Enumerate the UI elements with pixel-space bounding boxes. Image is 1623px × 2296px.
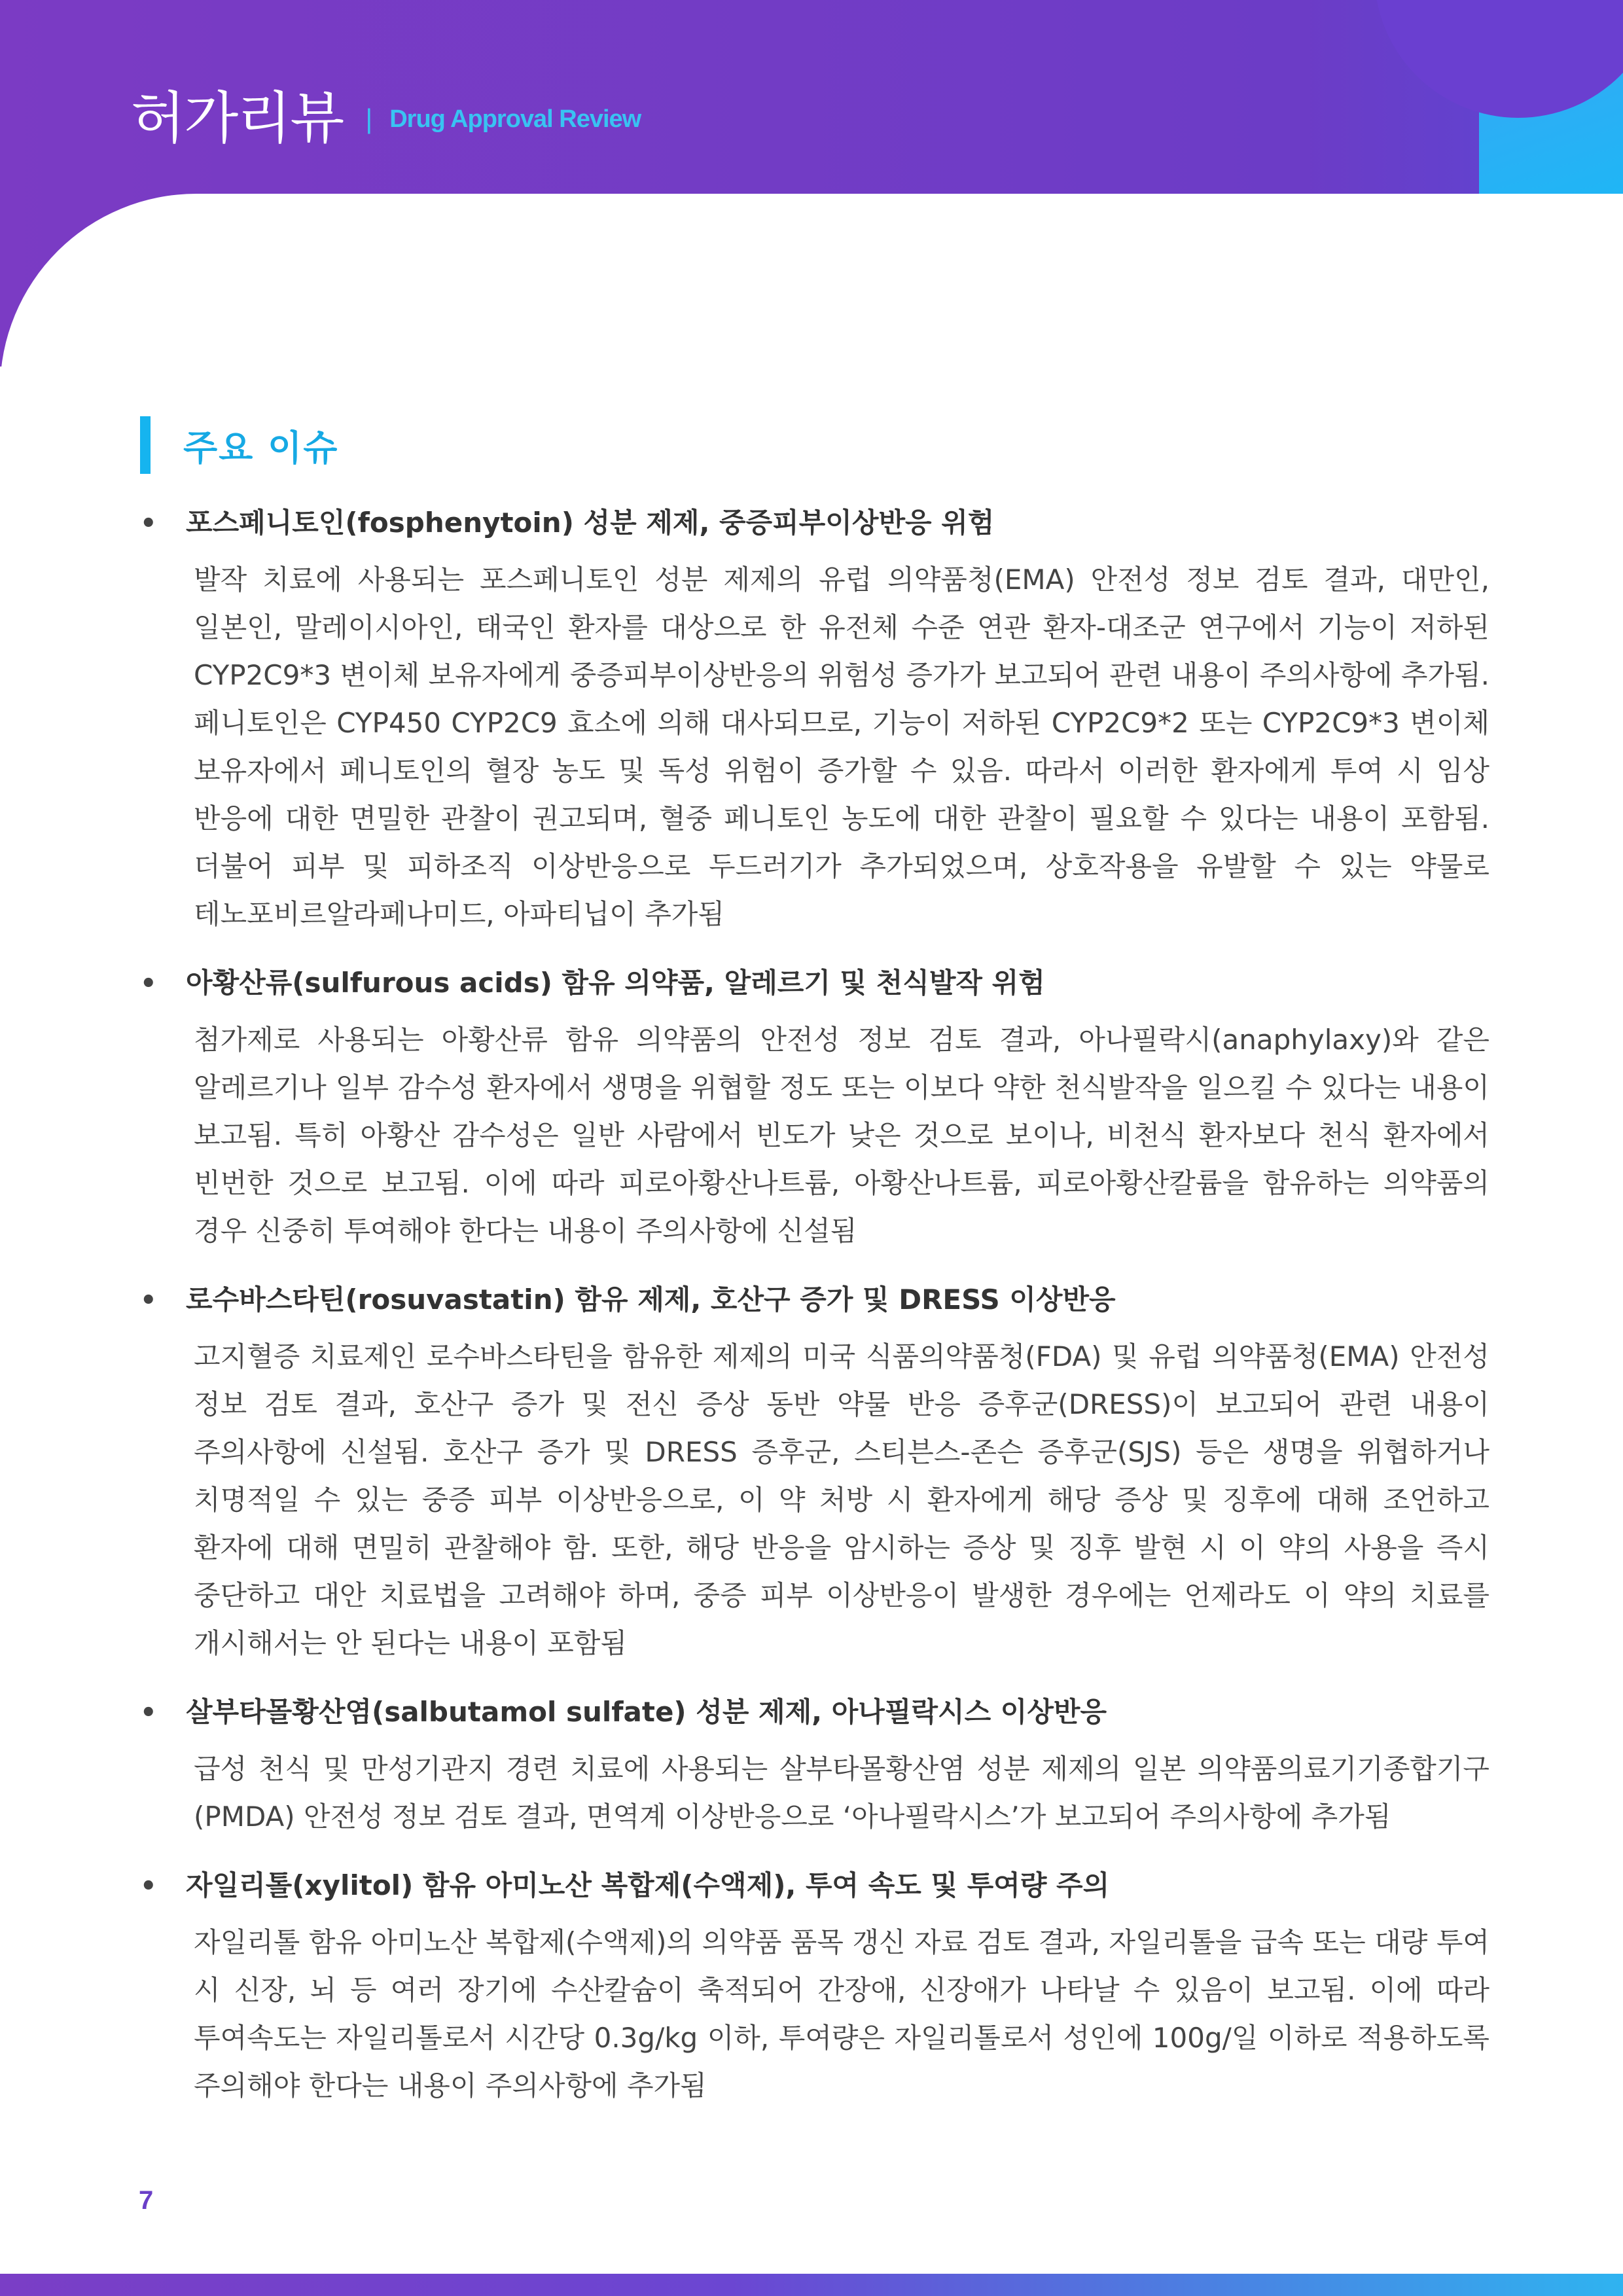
- publication-subtitle: Drug Approval Review: [389, 105, 641, 133]
- issue-title-row: [140, 1687, 1488, 1738]
- issue-title: 아황산류(sulfurous acids) 함유 의약품, 알레르기 및 천식발작 위험: [186, 967, 1045, 999]
- issues-list: [140, 497, 1488, 2129]
- footer-bar: [0, 2274, 1623, 2296]
- header-corner-accent: [1479, 0, 1623, 196]
- bullet-icon: •: [140, 1871, 157, 1901]
- issue-title-row: [140, 1274, 1488, 1326]
- issue-title: 자일리톨(xylitol) 함유 아미노산 복합제(수액제), 투여 속도 및 투여량 주의: [186, 1869, 1110, 1901]
- issue-title-row: [140, 1860, 1488, 1912]
- issue-body: 자일리톨 함유 아미노산 복합제(수액제)의 의약품 품목 갱신 자료 검토 결과, 자일리톨을 급속 또는 대량 투여 시 신장, 뇌 등 여러 장기에 수산칼슘이 축적되어 간장애, 신장애가 나타날 수 있음이 보고됨. 이에 따라 투여속도는 자일리톨로서 시간당 0.3g/kg 이하, 투여량은 자일리톨로서 성인에 100g/일 이하로 적용하도록 주의해야 한다는 내용이 주의사항에 추가됨: [194, 1926, 1489, 2102]
- issue-title-row: [140, 497, 1488, 549]
- section-heading: [140, 416, 338, 474]
- issue-body: 발작 치료에 사용되는 포스페니토인 성분 제제의 유럽 의약품청(EMA) 안전성 정보 검토 결과, 대만인, 일본인, 말레이시아인, 태국인 환자를 대상으로 한 유전체 수준 연관 환자-대조군 연구에서 기능이 저하된 CYP2C9*3 변이체 보유자에게 중증피부이상반응의 위험성 증가가 보고되어 관련 내용이 주의사항에 추가됨. 페니토인은 CYP450 CYP2C9 효소에 의해 대사되므로, 기능이 저하된 CYP2C9*2 또는 CYP2C9*3 변이체 보유자에서 페니토인의 혈장 농도 및 독성 위험이 증가할 수 있음. 따라서 이러한 환자에게 투여 시 임상 반응에 대한 면밀한 관찰이 권고되며, 혈중 페니토인 농도에 대한 관찰이 필요할 수 있다는 내용이 포함됨. 더불어 피부 및 피하조직 이상반응으로 두드러기가 추가되었으며, 상호작용을 유발할 수 있는 약물로 테노포비르알라페나미드, 아파티닙이 추가됨: [194, 564, 1489, 930]
- bullet-icon: •: [140, 1698, 157, 1728]
- bullet-icon: •: [140, 969, 157, 999]
- publication-brand: [131, 77, 641, 149]
- issue-item: [140, 1274, 1488, 1667]
- issue-item: [140, 958, 1488, 1255]
- issue-item: [140, 1860, 1488, 2109]
- page-number: 7: [139, 2186, 154, 2215]
- issue-body: 첨가제로 사용되는 아황산류 함유 의약품의 안전성 정보 검토 결과, 아나필락시(anaphylaxy)와 같은 알레르기나 일부 감수성 환자에서 생명을 위협할 정도 또는 이보다 약한 천식발작을 일으킬 수 있다는 내용이 보고됨. 특히 아황산 감수성은 일반 사람에서 빈도가 낮은 것으로 보이나, 비천식 환자보다 천식 환자에서 빈번한 것으로 보고됨. 이에 따라 피로아황산나트륨, 아황산나트륨, 피로아황산칼륨을 함유하는 의약품의 경우 신중히 투여해야 한다는 내용이 주의사항에 신설됨: [194, 1024, 1489, 1247]
- publication-title: 허가리뷰: [131, 86, 344, 151]
- bullet-icon: •: [140, 1285, 157, 1316]
- issue-title-row: [140, 958, 1488, 1009]
- brand-separator: |: [365, 103, 373, 134]
- issue-title: 로수바스타틴(rosuvastatin) 함유 제제, 호산구 증가 및 DRESS 이상반응: [186, 1283, 1116, 1316]
- issue-title: 포스페니토인(fosphenytoin) 성분 제제, 중증피부이상반응 위험: [186, 507, 995, 539]
- issue-title: 살부타몰황산염(salbutamol sulfate) 성분 제제, 아나필락시스 이상반응: [186, 1696, 1107, 1728]
- section-accent-bar: [140, 416, 151, 474]
- issue-body: 급성 천식 및 만성기관지 경련 치료에 사용되는 살부타몰황산염 성분 제제의 일본 의약품의료기기종합기구(PMDA) 안전성 정보 검토 결과, 면역계 이상반응으로 ‘아나필락시스’가 보고되어 주의사항에 추가됨: [194, 1753, 1489, 1833]
- issue-body: 고지혈증 치료제인 로수바스타틴을 함유한 제제의 미국 식품의약품청(FDA) 및 유럽 의약품청(EMA) 안전성 정보 검토 결과, 호산구 증가 및 전신 증상 동반 약물 반응 증후군(DRESS)이 보고되어 관련 내용이 주의사항에 신설됨. 호산구 증가 및 DRESS 증후군, 스티븐스-존슨 증후군(SJS) 등은 생명을 위협하거나 치명적일 수 있는 중증 피부 이상반응으로, 이 약 처방 시 환자에게 해당 증상 및 징후에 대해 조언하고 환자에 대해 면밀히 관찰해야 함. 또한, 해당 반응을 암시하는 증상 및 징후 발현 시 이 약의 사용을 즉시 중단하고 대안 치료법을 고려해야 하며, 중증 피부 이상반응이 발생한 경우에는 언제라도 이 약의 치료를 개시해서는 안 된다는 내용이 포함됨: [194, 1340, 1489, 1659]
- issue-item: [140, 497, 1488, 938]
- bullet-icon: •: [140, 509, 157, 539]
- section-title: 주요 이슈: [183, 427, 339, 469]
- issue-item: [140, 1687, 1488, 1840]
